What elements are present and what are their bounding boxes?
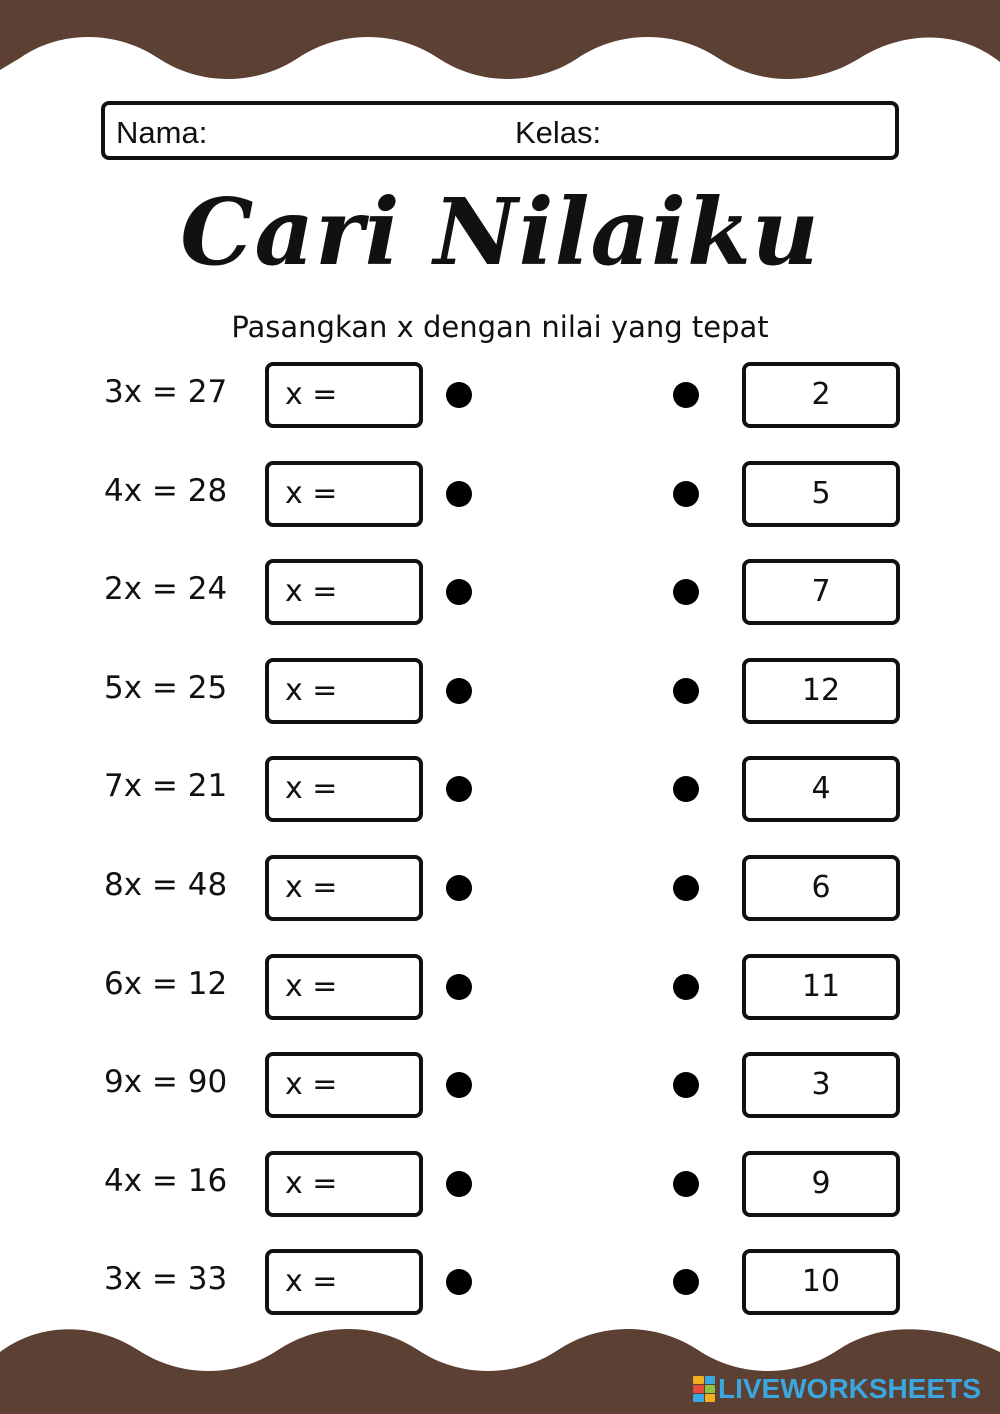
equation-text: 2x = 24 (104, 571, 228, 607)
left-connector-dot[interactable] (446, 1072, 472, 1098)
liveworksheets-watermark (693, 1373, 981, 1405)
left-connector-dot[interactable] (446, 875, 472, 901)
right-connector-dot[interactable] (673, 776, 699, 802)
right-connector-dot[interactable] (673, 678, 699, 704)
left-connector-dot[interactable] (446, 974, 472, 1000)
right-connector-dot[interactable] (673, 382, 699, 408)
equation-text: 7x = 21 (104, 768, 228, 804)
answer-input[interactable]: x = (265, 362, 423, 428)
top-wave-border (0, 0, 1000, 90)
answer-input[interactable]: x = (265, 658, 423, 724)
right-connector-dot[interactable] (673, 974, 699, 1000)
student-info-box (101, 101, 899, 160)
equation-text: 3x = 33 (104, 1261, 228, 1297)
right-connector-dot[interactable] (673, 875, 699, 901)
answer-input[interactable]: x = (265, 1052, 423, 1118)
answer-input[interactable]: x = (265, 855, 423, 921)
match-row (0, 1151, 1000, 1217)
equation-text: 3x = 27 (104, 374, 228, 410)
value-option-box[interactable]: 3 (742, 1052, 900, 1118)
equation-text: 8x = 48 (104, 867, 228, 903)
match-row (0, 658, 1000, 724)
match-row (0, 362, 1000, 428)
value-option-box[interactable]: 10 (742, 1249, 900, 1315)
name-label[interactable]: Nama: (116, 115, 208, 150)
answer-input[interactable]: x = (265, 756, 423, 822)
equation-text: 6x = 12 (104, 966, 228, 1002)
right-connector-dot[interactable] (673, 579, 699, 605)
value-option-box[interactable]: 9 (742, 1151, 900, 1217)
value-option-box[interactable]: 7 (742, 559, 900, 625)
match-row (0, 1052, 1000, 1118)
match-row (0, 1249, 1000, 1315)
value-option-box[interactable]: 12 (742, 658, 900, 724)
liveworksheets-logo-icon (693, 1376, 715, 1402)
left-connector-dot[interactable] (446, 1269, 472, 1295)
worksheet-title: Cari Nilaiku (180, 178, 820, 286)
left-connector-dot[interactable] (446, 481, 472, 507)
equation-text: 4x = 28 (104, 473, 228, 509)
equation-text: 9x = 90 (104, 1064, 228, 1100)
instruction-text: Pasangkan x dengan nilai yang tepat (231, 310, 769, 344)
right-connector-dot[interactable] (673, 1072, 699, 1098)
right-connector-dot[interactable] (673, 1171, 699, 1197)
watermark-text: LIVEWORKSHEETS (718, 1373, 981, 1404)
answer-input[interactable]: x = (265, 1151, 423, 1217)
right-connector-dot[interactable] (673, 1269, 699, 1295)
answer-input[interactable]: x = (265, 1249, 423, 1315)
left-connector-dot[interactable] (446, 1171, 472, 1197)
answer-input[interactable]: x = (265, 954, 423, 1020)
match-row (0, 954, 1000, 1020)
left-connector-dot[interactable] (446, 776, 472, 802)
answer-input[interactable]: x = (265, 461, 423, 527)
left-connector-dot[interactable] (446, 579, 472, 605)
left-connector-dot[interactable] (446, 382, 472, 408)
value-option-box[interactable]: 5 (742, 461, 900, 527)
match-row (0, 756, 1000, 822)
right-connector-dot[interactable] (673, 481, 699, 507)
match-row (0, 855, 1000, 921)
value-option-box[interactable]: 4 (742, 756, 900, 822)
equation-text: 5x = 25 (104, 670, 228, 706)
class-label[interactable]: Kelas: (515, 115, 602, 150)
answer-input[interactable]: x = (265, 559, 423, 625)
left-connector-dot[interactable] (446, 678, 472, 704)
match-row (0, 559, 1000, 625)
value-option-box[interactable]: 6 (742, 855, 900, 921)
value-option-box[interactable]: 11 (742, 954, 900, 1020)
value-option-box[interactable]: 2 (742, 362, 900, 428)
equation-text: 4x = 16 (104, 1163, 228, 1199)
match-row (0, 461, 1000, 527)
